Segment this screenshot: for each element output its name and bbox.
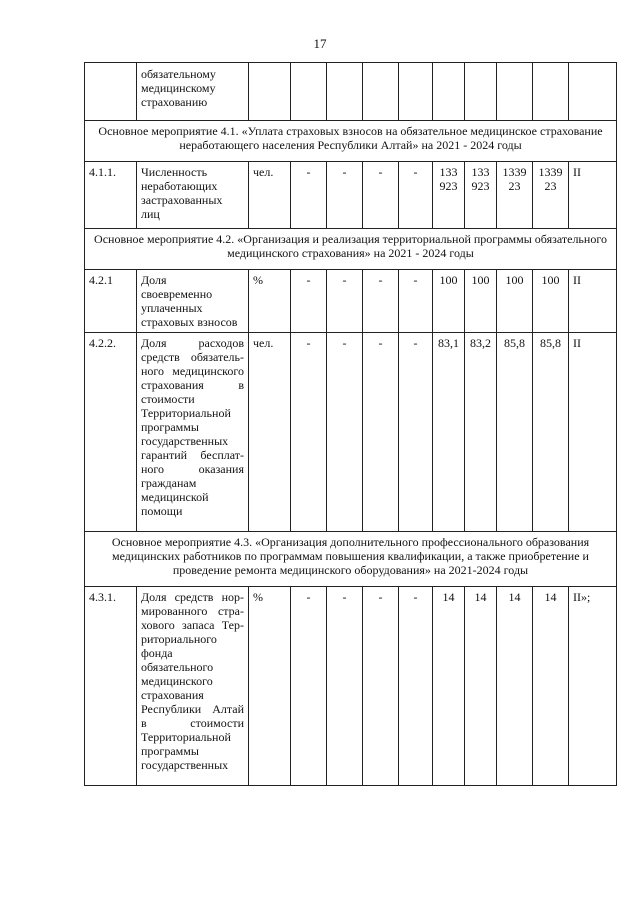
value-cell: 83,2: [465, 333, 497, 532]
num-cell: 4.3.1.: [85, 587, 137, 786]
table-row-4-2-1: [85, 270, 617, 333]
value-cell: -: [327, 162, 363, 229]
value-cell: 14: [433, 587, 465, 786]
name-cell: Доля своевременно уплаченных страховых взносов: [137, 270, 249, 333]
unit-cell: чел.: [249, 162, 291, 229]
value-cell: -: [363, 587, 399, 786]
num-cell: 4.2.1: [85, 270, 137, 333]
section-header-4-2: [85, 229, 617, 270]
name-cell: Доля расходов средств обязатель-ного медицинского страхования в стоимости Территориальной программы государственных гарантий бесплат-ного оказания гражданам медицинской помощи: [137, 333, 249, 532]
value-cell: 1339 23: [533, 162, 569, 229]
value-cell: -: [399, 333, 433, 532]
table-row-4-2-2: [85, 333, 617, 532]
value-cell: -: [327, 587, 363, 786]
value-cell: -: [363, 270, 399, 333]
value-cell: 133 923: [433, 162, 465, 229]
table-row-4-3-1: [85, 587, 617, 786]
value-cell: 14: [533, 587, 569, 786]
section-header-4-3: [85, 532, 617, 587]
unit-cell: %: [249, 587, 291, 786]
section-title: Основное мероприятие 4.2. «Организация и реализация территориальной программы обязательного медицинского страхования» на 2021 - 2024 годы: [85, 229, 617, 270]
unit-cell: %: [249, 270, 291, 333]
table-row-4-1-1: [85, 162, 617, 229]
type-cell: II: [569, 162, 617, 229]
table-row-continuation: [85, 63, 617, 121]
type-cell: II: [569, 270, 617, 333]
name-cell: обязательному медицинскому страхованию: [137, 63, 249, 121]
value-cell: 85,8: [497, 333, 533, 532]
value-cell: -: [363, 333, 399, 532]
num-cell: 4.1.1.: [85, 162, 137, 229]
num-cell: 4.2.2.: [85, 333, 137, 532]
num-cell: [85, 63, 137, 121]
value-cell: -: [399, 162, 433, 229]
section-header-4-1: [85, 121, 617, 162]
value-cell: 14: [465, 587, 497, 786]
value-cell: -: [291, 270, 327, 333]
value-cell: -: [291, 587, 327, 786]
value-cell: -: [327, 270, 363, 333]
value-cell: -: [291, 162, 327, 229]
indicators-table: [84, 62, 617, 786]
value-cell: -: [363, 162, 399, 229]
value-cell: 85,8: [533, 333, 569, 532]
name-cell: Доля средств нор-мированного стра-хового запаса Тер-риториального фонда обязательного медицинского страхования Республики Алтай в стоимости Территориальной программы государственных: [137, 587, 249, 786]
section-title: Основное мероприятие 4.1. «Уплата страховых взносов на обязательное медицинское страхование неработающего населения Республики Алтай» на 2021 - 2024 годы: [85, 121, 617, 162]
value-cell: 83,1: [433, 333, 465, 532]
type-cell: II»;: [569, 587, 617, 786]
value-cell: 100: [433, 270, 465, 333]
value-cell: -: [399, 587, 433, 786]
value-cell: 100: [465, 270, 497, 333]
value-cell: 100: [497, 270, 533, 333]
name-cell: Численность неработающих застрахованных лиц: [137, 162, 249, 229]
unit-cell: чел.: [249, 333, 291, 532]
value-cell: 1339 23: [497, 162, 533, 229]
value-cell: -: [291, 333, 327, 532]
page-number: 17: [313, 36, 327, 51]
value-cell: -: [399, 270, 433, 333]
type-cell: II: [569, 333, 617, 532]
section-title: Основное мероприятие 4.3. «Организация дополнительного профессионального образования медицинских работников по программам повышения квалификации, а также приобретение и проведение ремонта медицинского оборудования» на 2021-2024 годы: [85, 532, 617, 587]
value-cell: 14: [497, 587, 533, 786]
value-cell: 133 923: [465, 162, 497, 229]
value-cell: 100: [533, 270, 569, 333]
value-cell: -: [327, 333, 363, 532]
